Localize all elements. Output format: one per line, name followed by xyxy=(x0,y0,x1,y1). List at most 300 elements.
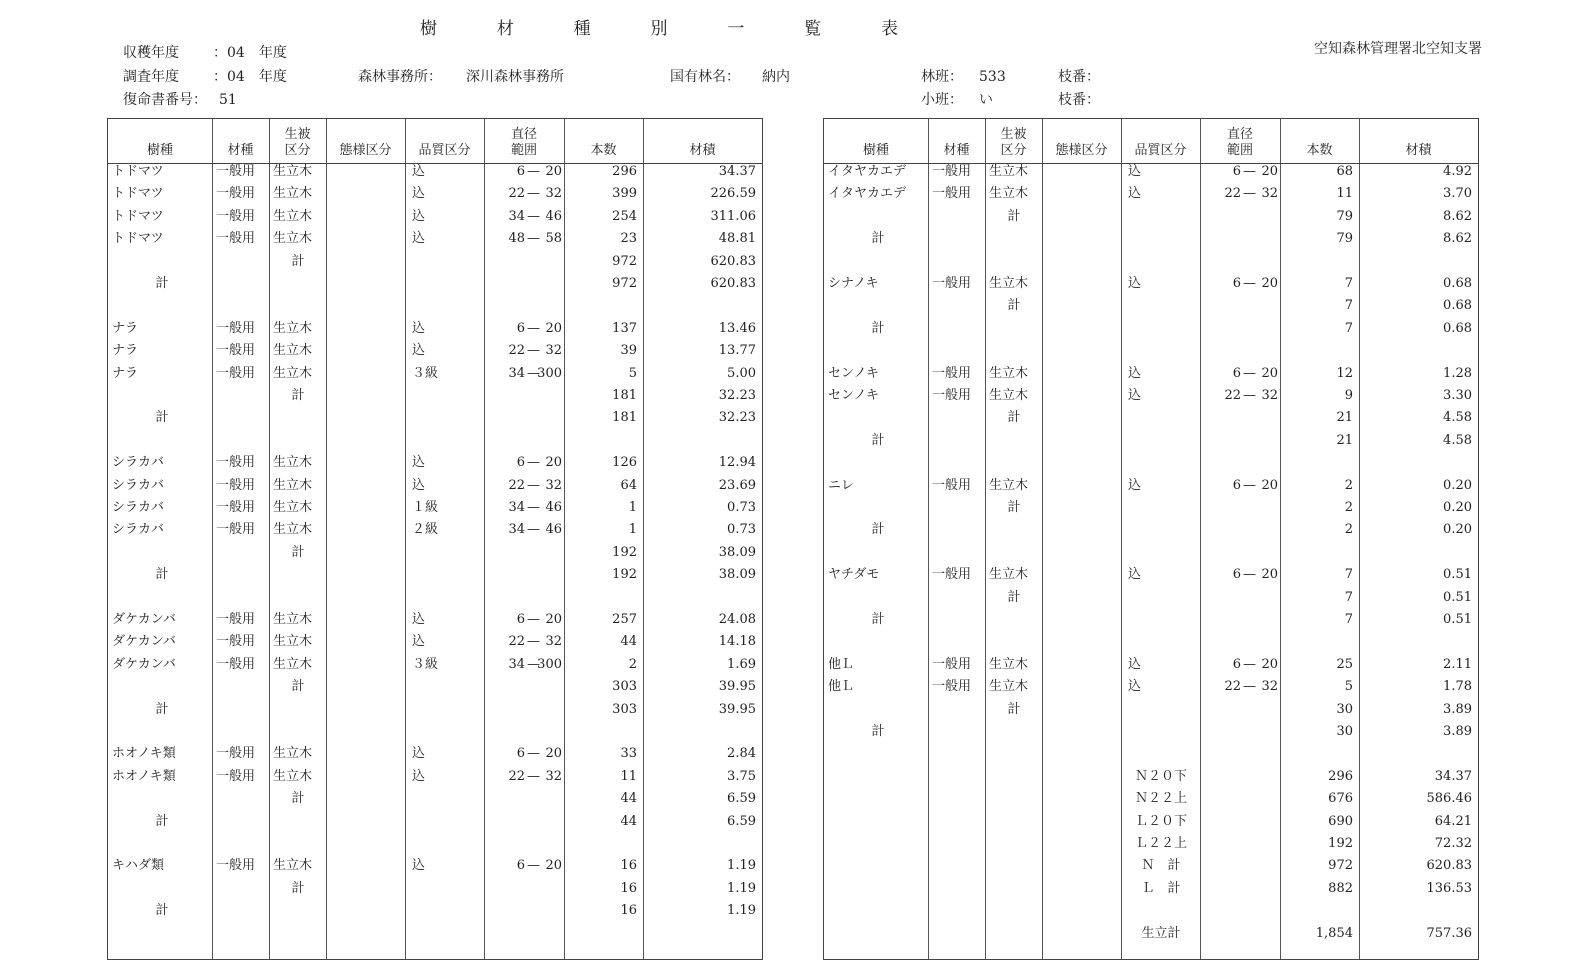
volume-cell: 24.08 xyxy=(718,612,756,627)
count-cell: 9 xyxy=(1344,388,1353,403)
volume-cell: 38.09 xyxy=(718,567,756,583)
diameter-min: 22 xyxy=(508,477,525,493)
volume-cell: 620.83 xyxy=(710,276,756,291)
table-row xyxy=(824,788,1478,810)
cover-cell: 生立木 xyxy=(989,567,1029,583)
table-row xyxy=(824,587,1478,609)
volume-cell: 72.32 xyxy=(1434,836,1472,851)
volume-cell: 6.59 xyxy=(727,791,756,807)
count-cell: 192 xyxy=(612,567,637,583)
harvest-year-label: 収穫年度 xyxy=(123,45,179,61)
diameter-sep: — xyxy=(527,320,540,336)
cover-cell: 生立木 xyxy=(273,320,313,336)
diameter-max: 32 xyxy=(1261,679,1278,695)
quality-cell: 込 xyxy=(412,746,426,762)
header-count: 本数 xyxy=(1306,143,1333,158)
title-char: 一 xyxy=(727,19,747,39)
use-cell: 一般用 xyxy=(932,679,972,695)
volume-cell: 0.20 xyxy=(1443,477,1472,493)
volume-cell: 1.28 xyxy=(1443,365,1472,381)
diameter-max: 20 xyxy=(545,320,562,336)
table-row xyxy=(108,833,762,855)
volume-cell: 32.23 xyxy=(718,410,756,426)
table-row xyxy=(108,452,762,474)
species-total-label: 計 xyxy=(871,231,885,247)
header-cover: 生被 区分 xyxy=(1000,127,1027,158)
cover-cell: 生立木 xyxy=(273,858,313,874)
diameter-max: 20 xyxy=(545,164,562,179)
volume-cell: 0.51 xyxy=(1443,567,1472,583)
count-cell: 7 xyxy=(1344,612,1353,627)
volume-cell: 6.59 xyxy=(727,813,756,829)
forest-value: 納内 xyxy=(762,69,790,85)
table-row xyxy=(824,497,1478,519)
species-cell: トドマツ xyxy=(112,208,164,224)
title-char: 別 xyxy=(650,19,670,39)
quality-cell: 込 xyxy=(1128,567,1142,583)
diameter-min: 22 xyxy=(1224,388,1241,403)
forest-office xyxy=(358,66,564,86)
volume-cell: 12.94 xyxy=(718,455,756,471)
count-cell: 5 xyxy=(1344,679,1353,695)
volume-cell: 32.23 xyxy=(718,388,756,403)
table-row xyxy=(108,788,762,810)
species-cell: 他Ｌ xyxy=(828,656,855,672)
subtotal-label: 計 xyxy=(1007,410,1021,426)
table-row xyxy=(824,183,1478,205)
species-cell: シラカバ xyxy=(112,522,165,538)
diameter-max: 20 xyxy=(1261,164,1278,179)
volume-cell: 0.68 xyxy=(1443,298,1472,314)
volume-cell: 0.51 xyxy=(1443,612,1472,627)
count-cell: 126 xyxy=(612,455,637,471)
diameter-min: 6 xyxy=(1232,567,1241,583)
table-row xyxy=(824,878,1478,900)
cover-cell: 生立木 xyxy=(989,276,1029,291)
table-row xyxy=(108,542,762,564)
diameter-sep: — xyxy=(527,455,540,471)
count-cell: 68 xyxy=(1336,164,1353,179)
quality-cell: 込 xyxy=(1128,477,1142,493)
quality-cell: ３級 xyxy=(412,656,439,672)
summary-label: Ｎ２０下 xyxy=(1134,768,1187,784)
species-cell: ナラ xyxy=(112,320,139,336)
header-diameter: 直径 範囲 xyxy=(510,127,537,158)
species-cell: トドマツ xyxy=(112,231,164,247)
diameter-max: 32 xyxy=(545,768,562,784)
diameter-min: 6 xyxy=(516,746,525,762)
count-cell: 44 xyxy=(620,634,637,650)
count-cell: 2 xyxy=(628,656,637,672)
table-row xyxy=(108,228,762,250)
count-cell: 972 xyxy=(612,276,637,291)
table-row xyxy=(108,564,762,586)
diameter-sep: — xyxy=(527,500,540,515)
diameter-min: 34 xyxy=(508,208,525,224)
volume-cell: 1.69 xyxy=(727,656,756,672)
table-row xyxy=(824,206,1478,228)
table-row xyxy=(108,161,762,183)
shohan xyxy=(921,89,993,109)
count-cell: 1 xyxy=(628,522,637,538)
cover-cell: 生立木 xyxy=(273,231,313,247)
cover-cell: 生立木 xyxy=(989,477,1029,493)
quality-cell: 込 xyxy=(412,634,426,650)
cover-cell: 生立木 xyxy=(273,634,313,650)
volume-cell: 0.68 xyxy=(1443,276,1472,291)
use-cell: 一般用 xyxy=(216,500,256,515)
table-row xyxy=(824,519,1478,541)
volume-cell: 1.19 xyxy=(727,880,756,896)
left-table xyxy=(107,118,763,960)
rinpan xyxy=(921,66,1006,86)
diameter-max: 20 xyxy=(545,858,562,874)
survey-year xyxy=(123,66,287,86)
count-cell: 16 xyxy=(620,858,637,874)
diameter-min: 22 xyxy=(508,186,525,202)
count-cell: 33 xyxy=(620,746,637,762)
count-cell: 12 xyxy=(1336,365,1353,381)
diameter-sep: — xyxy=(1243,477,1256,493)
table-row xyxy=(108,295,762,317)
diameter-min: 34 xyxy=(508,522,525,538)
diameter-max: 32 xyxy=(545,477,562,493)
diameter-sep: — xyxy=(1243,164,1256,179)
volume-cell: 8.62 xyxy=(1443,208,1472,224)
cover-cell: 生立木 xyxy=(989,679,1029,695)
species-total-label: 計 xyxy=(871,320,885,336)
species-cell: ニレ xyxy=(828,477,855,493)
use-cell: 一般用 xyxy=(216,208,256,224)
table-row xyxy=(824,318,1478,340)
table-row xyxy=(824,743,1478,765)
volume-cell: 1.19 xyxy=(727,903,756,919)
quality-cell: 込 xyxy=(412,231,426,247)
quality-cell: 込 xyxy=(412,320,426,336)
subtotal-label: 計 xyxy=(291,253,305,269)
diameter-sep: — xyxy=(527,164,540,179)
harvest-year xyxy=(123,42,287,62)
table-row xyxy=(108,385,762,407)
table-row xyxy=(108,519,762,541)
summary-label: Ｎ２２上 xyxy=(1134,791,1187,807)
count-cell: 16 xyxy=(620,880,637,896)
use-cell: 一般用 xyxy=(216,768,256,784)
title-char: 材 xyxy=(496,19,516,39)
summary-label: Ｌ 計 xyxy=(1141,880,1181,896)
header-species: 樹種 xyxy=(146,143,173,158)
count-cell: 39 xyxy=(620,343,637,359)
volume-cell: 2.11 xyxy=(1443,656,1472,672)
table-row xyxy=(824,295,1478,317)
cover-cell: 生立木 xyxy=(273,365,313,381)
cover-cell: 生立木 xyxy=(273,612,313,627)
species-cell: シラカバ xyxy=(112,477,165,493)
header-state: 態様区分 xyxy=(339,143,392,158)
table-row xyxy=(824,385,1478,407)
table-row xyxy=(108,340,762,362)
subtotal-label: 計 xyxy=(1007,701,1021,717)
cover-cell: 生立木 xyxy=(989,656,1029,672)
diameter-sep: — xyxy=(1243,567,1256,583)
volume-cell: 620.83 xyxy=(710,253,756,269)
header-use: 材種 xyxy=(943,143,970,158)
table-row xyxy=(824,228,1478,250)
volume-cell: 226.59 xyxy=(710,186,756,202)
diameter-max: 20 xyxy=(545,746,562,762)
table-row xyxy=(108,609,762,631)
species-cell: 他Ｌ xyxy=(828,679,855,695)
count-cell: 30 xyxy=(1336,701,1353,717)
diameter-sep: — xyxy=(1243,276,1256,291)
quality-cell: 込 xyxy=(412,164,426,179)
volume-cell: 13.46 xyxy=(718,320,756,336)
species-cell: トドマツ xyxy=(112,164,164,179)
header-quality: 品質区分 xyxy=(418,143,471,158)
quality-cell: 込 xyxy=(1128,388,1142,403)
count-cell: 1,854 xyxy=(1315,925,1353,941)
use-cell: 一般用 xyxy=(216,320,256,336)
table-row xyxy=(824,609,1478,631)
table-row xyxy=(824,363,1478,385)
title-char: 覧 xyxy=(804,19,824,39)
table-row xyxy=(824,766,1478,788)
diameter-sep: — xyxy=(1243,186,1256,202)
cover-cell: 生立木 xyxy=(273,500,313,515)
species-cell: シラカバ xyxy=(112,455,165,471)
table-row xyxy=(824,811,1478,833)
species-total-label: 計 xyxy=(155,701,169,717)
diameter-min: 6 xyxy=(1232,656,1241,672)
table-row xyxy=(824,833,1478,855)
count-cell: 2 xyxy=(1344,477,1353,493)
use-cell: 一般用 xyxy=(932,276,972,291)
diameter-max: 300 xyxy=(537,365,562,381)
volume-cell: 5.00 xyxy=(727,365,756,381)
quality-cell: 込 xyxy=(412,858,426,874)
table-row xyxy=(108,183,762,205)
national-forest xyxy=(670,66,790,86)
count-cell: 257 xyxy=(612,612,637,627)
species-cell: ダケカンバ xyxy=(112,656,176,672)
table-row xyxy=(108,631,762,653)
diameter-max: 58 xyxy=(545,231,562,247)
quality-cell: 込 xyxy=(412,186,426,202)
use-cell: 一般用 xyxy=(932,164,972,179)
count-cell: 181 xyxy=(612,388,637,403)
species-total-label: 計 xyxy=(155,813,169,829)
volume-cell: 311.06 xyxy=(710,208,756,224)
table-row xyxy=(824,340,1478,362)
quality-cell: ２級 xyxy=(412,522,439,538)
table-row xyxy=(108,654,762,676)
quality-cell: 込 xyxy=(412,343,426,359)
species-cell: ホオノキ類 xyxy=(112,768,176,784)
use-cell: 一般用 xyxy=(932,186,972,202)
table-row xyxy=(824,452,1478,474)
table-row xyxy=(108,900,762,922)
quality-cell: 込 xyxy=(1128,186,1142,202)
diameter-min: 6 xyxy=(516,455,525,471)
volume-cell: 48.81 xyxy=(718,231,756,247)
count-cell: 303 xyxy=(612,679,637,695)
rinpan-value: 533 xyxy=(979,69,1006,85)
diameter-min: 6 xyxy=(516,858,525,874)
quality-cell: 込 xyxy=(1128,276,1142,291)
quality-cell: 込 xyxy=(1128,656,1142,672)
office-value: 深川森林事務所 xyxy=(466,69,564,85)
office-name: 空知森林管理署北空知支署 xyxy=(1314,41,1482,57)
shohan-value: い xyxy=(979,92,993,108)
count-cell: 137 xyxy=(612,320,637,336)
use-cell: 一般用 xyxy=(216,656,256,672)
diameter-sep: — xyxy=(1243,656,1256,672)
diameter-sep: — xyxy=(527,612,540,627)
species-cell: ダケカンバ xyxy=(112,612,176,627)
count-cell: 7 xyxy=(1344,276,1353,291)
use-cell: 一般用 xyxy=(216,477,256,493)
diameter-min: 22 xyxy=(1224,679,1241,695)
species-cell: ホオノキ類 xyxy=(112,746,176,762)
use-cell: 一般用 xyxy=(216,634,256,650)
summary-label: Ｎ 計 xyxy=(1141,858,1181,874)
species-cell: シラカバ xyxy=(112,500,165,515)
title-char: 樹 xyxy=(420,19,439,39)
use-cell: 一般用 xyxy=(216,343,256,359)
table-row xyxy=(108,743,762,765)
diameter-min: 6 xyxy=(516,320,525,336)
summary-label: 生立計 xyxy=(1141,925,1181,941)
count-cell: 44 xyxy=(620,791,637,807)
volume-cell: 0.20 xyxy=(1443,522,1472,538)
diameter-max: 32 xyxy=(545,186,562,202)
use-cell: 一般用 xyxy=(216,164,256,179)
diameter-sep: — xyxy=(527,858,540,874)
quality-cell: 込 xyxy=(1128,164,1142,179)
diameter-max: 300 xyxy=(537,656,562,672)
diameter-min: 6 xyxy=(1232,276,1241,291)
subtotal-label: 計 xyxy=(291,388,305,403)
count-cell: 21 xyxy=(1336,432,1353,448)
use-cell: 一般用 xyxy=(216,522,256,538)
header-state: 態様区分 xyxy=(1055,143,1108,158)
diameter-sep: — xyxy=(527,343,540,359)
diameter-min: 34 xyxy=(508,365,525,381)
count-cell: 21 xyxy=(1336,410,1353,426)
volume-cell: 14.18 xyxy=(718,634,756,650)
volume-cell: 3.70 xyxy=(1443,186,1472,202)
diameter-max: 32 xyxy=(1261,388,1278,403)
volume-cell: 586.46 xyxy=(1426,791,1472,807)
diameter-min: 34 xyxy=(508,500,525,515)
quality-cell: 込 xyxy=(412,612,426,627)
species-cell: センノキ xyxy=(828,388,879,403)
diameter-min: 34 xyxy=(508,656,525,672)
diameter-sep: — xyxy=(1243,365,1256,381)
diameter-sep: — xyxy=(527,477,540,493)
diameter-min: 6 xyxy=(1232,164,1241,179)
diameter-sep: — xyxy=(527,522,540,538)
cover-cell: 生立木 xyxy=(273,164,313,179)
rinpan-label: 林班： xyxy=(921,69,963,85)
quality-cell: 込 xyxy=(412,768,426,784)
count-cell: 2 xyxy=(1344,522,1353,538)
subtotal-label: 計 xyxy=(291,679,305,695)
report-no-label: 復命書番号： xyxy=(123,92,207,108)
diameter-sep: — xyxy=(527,186,540,202)
volume-cell: 0.73 xyxy=(727,500,756,515)
count-cell: 690 xyxy=(1328,813,1353,829)
volume-cell: 34.37 xyxy=(718,164,756,179)
diameter-min: 22 xyxy=(508,343,525,359)
count-cell: 23 xyxy=(620,231,637,247)
volume-cell: 64.21 xyxy=(1434,813,1472,829)
count-cell: 5 xyxy=(628,365,637,381)
species-cell: キハダ類 xyxy=(112,858,165,874)
summary-label: Ｌ２２上 xyxy=(1134,836,1187,851)
species-total-label: 計 xyxy=(871,432,885,448)
diameter-max: 32 xyxy=(545,343,562,359)
subtotal-label: 計 xyxy=(291,791,305,807)
count-cell: 399 xyxy=(612,186,637,202)
cover-cell: 生立木 xyxy=(273,656,313,672)
cover-cell: 生立木 xyxy=(989,164,1029,179)
count-cell: 79 xyxy=(1336,208,1353,224)
quality-cell: 込 xyxy=(412,208,426,224)
use-cell: 一般用 xyxy=(216,455,256,471)
table-row xyxy=(824,542,1478,564)
count-cell: 1 xyxy=(628,500,637,515)
diameter-sep: — xyxy=(527,208,540,224)
species-cell: ダケカンバ xyxy=(112,634,176,650)
table-row xyxy=(824,855,1478,877)
harvest-year-value: ：04 年度 xyxy=(213,45,287,61)
subtotal-label: 計 xyxy=(1007,298,1021,314)
count-cell: 7 xyxy=(1344,567,1353,583)
count-cell: 16 xyxy=(620,903,637,919)
cover-cell: 生立木 xyxy=(273,186,313,202)
volume-cell: 38.09 xyxy=(718,544,756,560)
diameter-max: 20 xyxy=(1261,656,1278,672)
count-cell: 296 xyxy=(1328,768,1353,784)
species-total-label: 計 xyxy=(155,276,169,291)
species-cell: イタヤカエデ xyxy=(828,164,907,179)
header-use: 材種 xyxy=(227,143,254,158)
use-cell: 一般用 xyxy=(216,231,256,247)
species-cell: ナラ xyxy=(112,365,139,381)
volume-cell: 39.95 xyxy=(718,679,756,695)
table-row xyxy=(108,430,762,452)
volume-cell: 1.78 xyxy=(1443,679,1472,695)
use-cell: 一般用 xyxy=(932,567,972,583)
diameter-sep: — xyxy=(527,746,540,762)
count-cell: 30 xyxy=(1336,724,1353,739)
diameter-max: 20 xyxy=(545,455,562,471)
volume-cell: 3.89 xyxy=(1443,724,1472,739)
diameter-min: 6 xyxy=(1232,477,1241,493)
table-row xyxy=(824,900,1478,922)
diameter-sep: — xyxy=(527,656,540,672)
header-volume: 材積 xyxy=(689,143,716,158)
count-cell: 25 xyxy=(1336,656,1353,672)
table-row xyxy=(108,273,762,295)
table-row xyxy=(824,430,1478,452)
table-row xyxy=(108,206,762,228)
table-row xyxy=(108,363,762,385)
count-cell: 44 xyxy=(620,813,637,829)
species-total-label: 計 xyxy=(155,410,169,426)
table-row xyxy=(108,676,762,698)
